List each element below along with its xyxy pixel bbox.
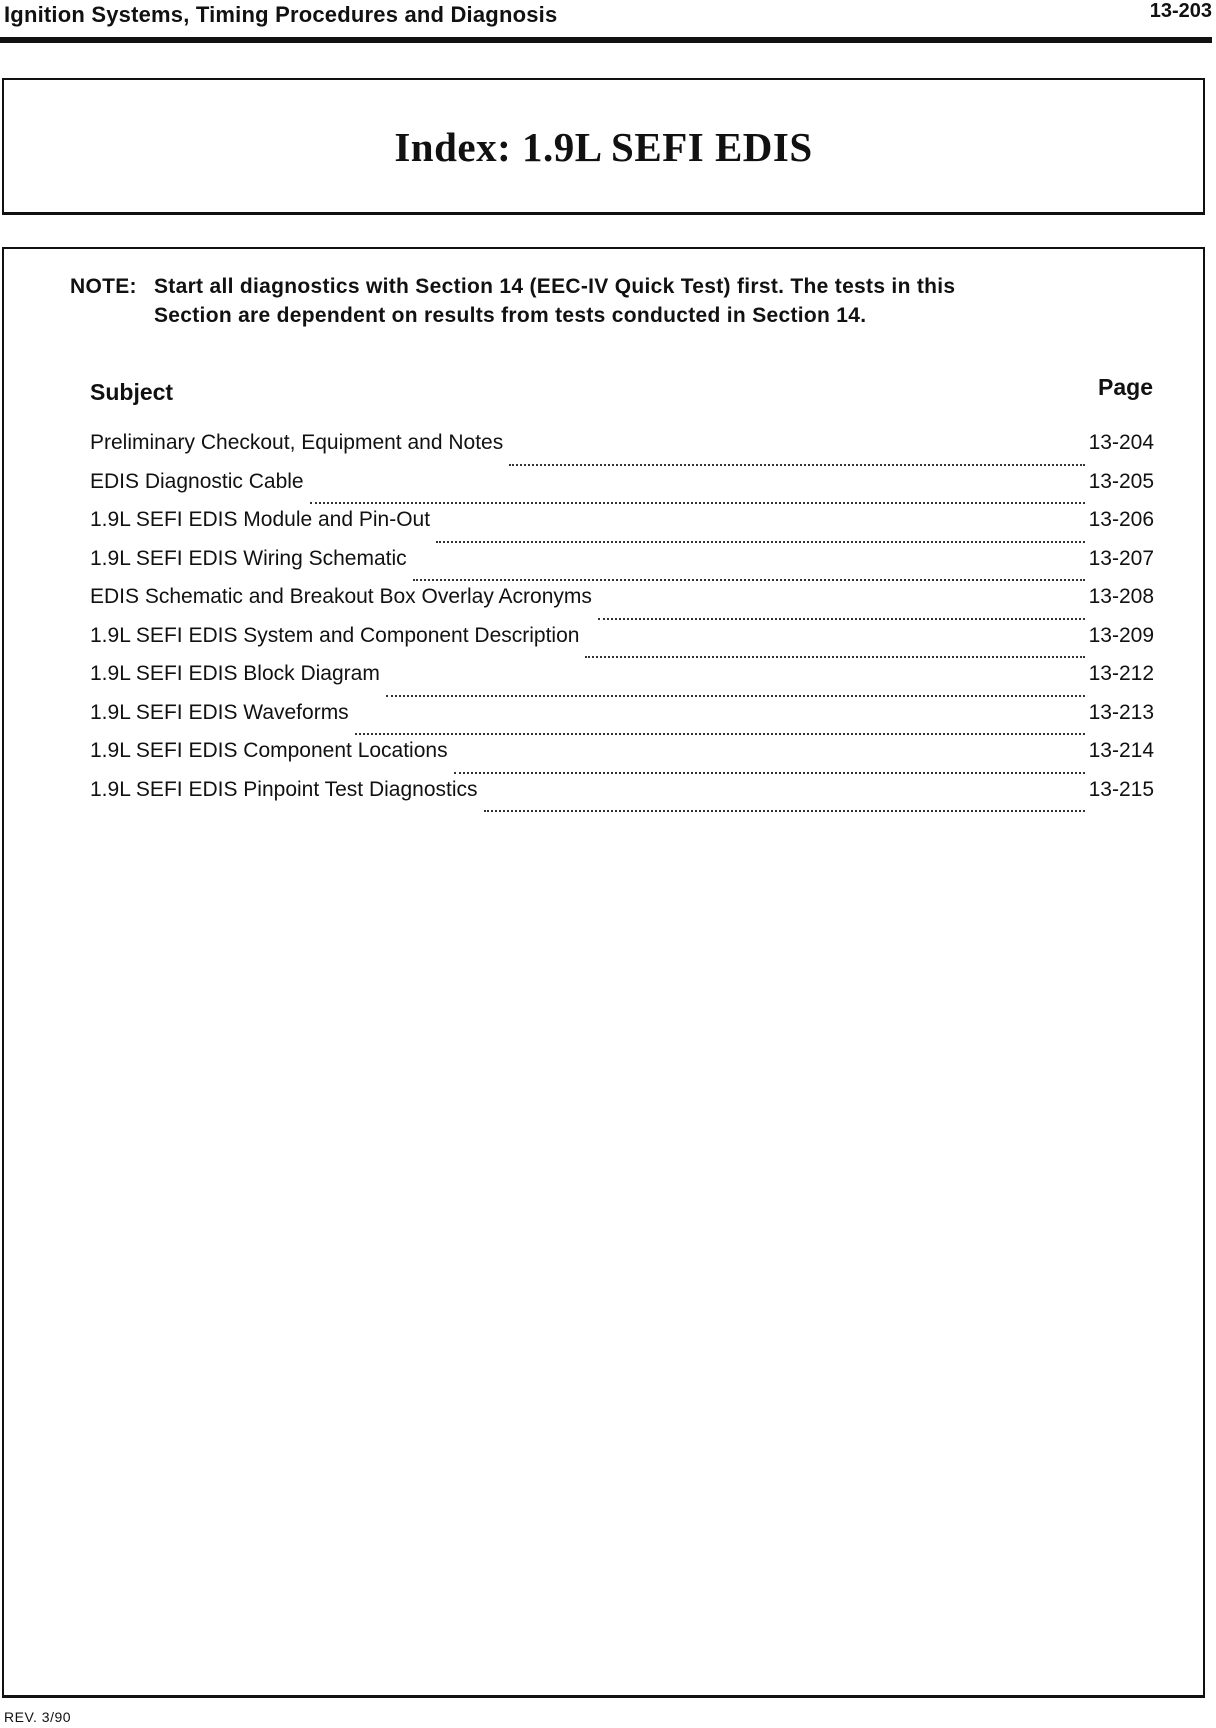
toc-entry[interactable] [90, 508, 1154, 547]
dot-leader [509, 464, 1084, 466]
title-box [2, 78, 1205, 215]
toc-page: 13-213 [1088, 700, 1154, 724]
toc-subject: 1.9L SEFI EDIS Module and Pin-Out [90, 508, 431, 531]
subject-heading: Subject [90, 379, 174, 405]
toc-page: 13-205 [1088, 469, 1154, 493]
toc-subject: 1.9L SEFI EDIS Component Locations [90, 739, 448, 762]
note [70, 272, 1130, 330]
toc-subject: EDIS Diagnostic Cable [90, 469, 304, 493]
content-box [2, 247, 1205, 1698]
toc-entry[interactable] [90, 739, 1154, 778]
toc-page: 13-206 [1088, 508, 1154, 531]
page-heading: Page [1098, 374, 1153, 400]
note-line-2: Section are dependent on results from tests conducted in Section 14. [154, 304, 867, 327]
toc-page: 13-215 [1088, 777, 1154, 801]
toc-subject: 1.9L SEFI EDIS Wiring Schematic [90, 546, 407, 570]
toc-entry[interactable] [90, 547, 1154, 586]
dot-leader [484, 810, 1085, 812]
dot-leader [598, 618, 1085, 620]
dot-leader [355, 733, 1085, 735]
toc-page: 13-204 [1088, 431, 1154, 454]
toc-subject: 1.9L SEFI EDIS Block Diagram [90, 662, 380, 685]
dot-leader [413, 579, 1085, 581]
dot-leader [454, 772, 1085, 774]
toc-subject: Preliminary Checkout, Equipment and Notes [90, 431, 504, 454]
dot-leader [310, 502, 1085, 504]
table-of-contents [90, 431, 1154, 816]
toc-page: 13-209 [1088, 623, 1154, 647]
toc-entry[interactable] [90, 662, 1154, 701]
dot-leader [585, 656, 1084, 658]
toc-entry[interactable] [90, 470, 1154, 509]
header-rule [0, 37, 1212, 43]
dot-leader [436, 541, 1085, 543]
toc-subject: EDIS Schematic and Breakout Box Overlay Acronyms [90, 585, 592, 608]
toc-entry[interactable] [90, 624, 1154, 663]
revision-label: REV. 3/90 [4, 1709, 72, 1725]
dot-leader [386, 695, 1085, 697]
running-head: Ignition Systems, Timing Procedures and Diagnosis [4, 2, 558, 27]
note-line-1: Start all diagnostics with Section 14 (EEC-IV Quick Test) first. The tests in this [154, 275, 956, 298]
toc-subject: 1.9L SEFI EDIS Waveforms [90, 700, 349, 724]
toc-subject: 1.9L SEFI EDIS System and Component Description [90, 623, 580, 647]
toc-page: 13-207 [1088, 546, 1154, 570]
toc-entry[interactable] [90, 701, 1154, 740]
toc-entry[interactable] [90, 585, 1154, 624]
toc-entry[interactable] [90, 778, 1154, 817]
toc-page: 13-212 [1088, 662, 1154, 685]
page-title: Index: 1.9L SEFI EDIS [394, 124, 813, 170]
note-label: NOTE: [70, 275, 137, 298]
toc-entry[interactable] [90, 431, 1154, 470]
toc-page: 13-208 [1088, 585, 1154, 608]
toc-subject: 1.9L SEFI EDIS Pinpoint Test Diagnostics [90, 777, 478, 801]
toc-page: 13-214 [1088, 739, 1154, 762]
page-number: 13-203 [1149, 0, 1212, 22]
